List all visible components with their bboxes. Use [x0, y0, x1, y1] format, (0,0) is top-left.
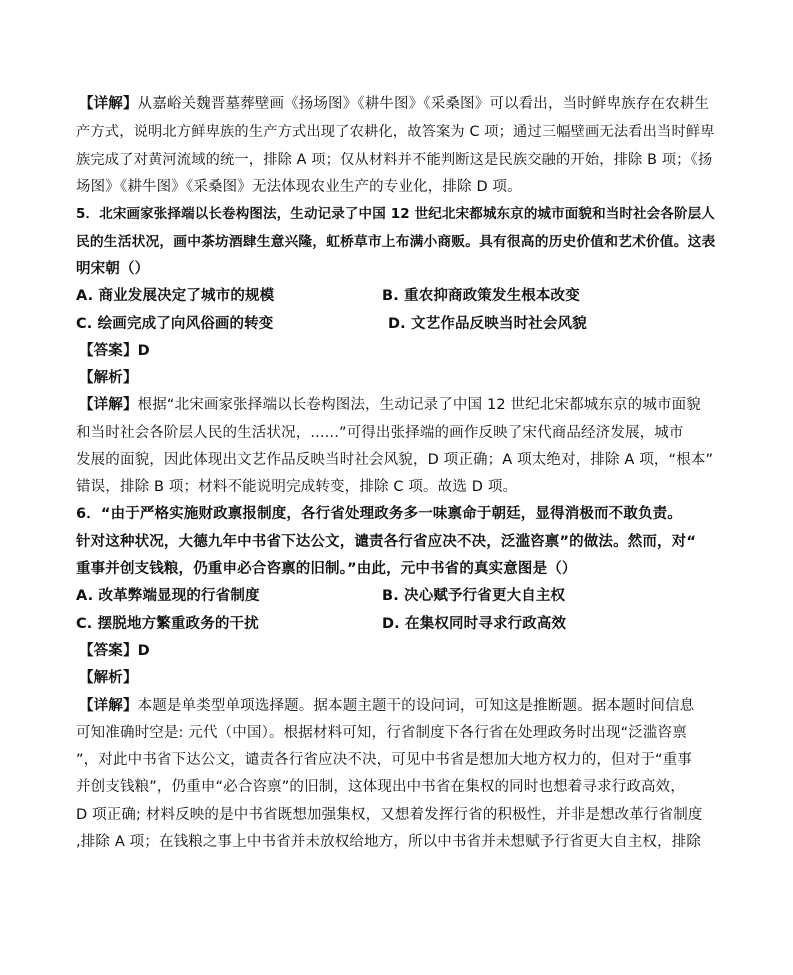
q6-detail-line-6: ,排除 A 项；在钱粮之事上中书省并未放权给地方，所以中书省并未想赋予行省更大自主权，排除 [76, 834, 701, 850]
detail-tag: 【详解】 [79, 397, 138, 413]
q6-detail-line-3: ”，对此中书省下达公文，谴责各行省应决不决，可见中书省是想加大地方权力的，但对于“重事 [76, 752, 692, 768]
q6-analysis: 【解析】 [79, 670, 138, 686]
q6-option-b: B. 决心赋予行省更大自主权 [382, 588, 566, 604]
q6-detail-line-2: 可知准确时空是: 元代（中国）。根据材料可知，行省制度下各行省在处理政务时出现“泛滥咨禀 [76, 725, 687, 741]
q5-option-c: C. 绘画完成了向风俗画的转变 [76, 316, 274, 332]
q5-option-b: B. 重农抑商政策发生根本改变 [382, 288, 580, 304]
q6-stem-line-2: 针对这种状况，大德九年中书省下达公文，谴责各行省应决不决，泛滥咨禀”的做法。然而，对“ [76, 534, 697, 550]
q6-stem-line-1: 6．“由于严格实施财政禀报制度，各行省处理政务多一味禀命于朝廷，显得消极而不敢负责。 [76, 506, 682, 522]
detail-text: 本题是单类型单项选择题。据本题主题干的设问词，可知这是推断题。据本题时间信息 [137, 698, 695, 714]
q5-detail-line-2: 和当时社会各阶层人民的生活状况，......”可得出张择端的画作反映了宋代商品经济发展，城市 [76, 425, 684, 441]
q6-answer: 【答案】D [79, 643, 150, 659]
q5-option-a: A. 商业发展决定了城市的规模 [76, 288, 275, 304]
q5-analysis: 【解析】 [79, 370, 138, 386]
q5-stem-line-3: 明宋朝（） [76, 261, 150, 277]
prev-detail-line-1 [79, 94, 709, 114]
q6-option-c: C. 摆脱地方繁重政务的干扰 [76, 616, 259, 632]
prev-detail-line-4: 场图》《耕牛图》《采桑图》无法体现农业生产的专业化，排除 D 项。 [76, 179, 522, 195]
q5-stem-line-2: 民的生活状况，画中茶坊酒肆生意兴隆，虹桥草市上布满小商贩。具有很高的历史价值和艺术价值。这表 [76, 234, 716, 250]
q6-option-a: A. 改革弊端显现的行省制度 [76, 588, 260, 604]
q6-option-d: D. 在集权同时寻求行政高效 [382, 616, 567, 632]
q5-answer: 【答案】D [79, 343, 150, 359]
detail-text: 从嘉峪关魏晋墓葬壁画《扬场图》《耕牛图》《采桑图》可以看出，当时鲜卑族存在农耕生 [137, 96, 710, 112]
q5-option-d: D. 文艺作品反映当时社会风貌 [388, 316, 587, 332]
q5-detail-line-3: 发展的面貌，因此体现出文艺作品反映当时社会风貌，D 项正确；A 项太绝对，排除 A 项，“根本” [76, 452, 714, 468]
q5-detail-line-1 [79, 395, 701, 415]
prev-detail-line-2: 产方式，说明北方鲜卑族的生产方式出现了农耕化，故答案为 C 项；通过三幅壁画无法看出当时鲜卑 [76, 124, 715, 140]
q6-detail-line-1 [79, 696, 694, 716]
detail-tag: 【详解】 [79, 96, 138, 112]
q5-detail-line-4: 错误，排除 B 项；材料不能说明完成转变，排除 C 项。故选 D 项。 [76, 479, 518, 495]
q5-stem-line-1: 5．北宋画家张择端以长卷构图法，生动记录了中国 12 世纪北宋都城东京的城市面貌和当时社会各阶层人 [76, 206, 715, 222]
q6-detail-line-5: D 项正确; 材料反映的是中书省既想加强集权，又想着发挥行省的积极性，并非是想改革行省制度 [76, 807, 703, 823]
detail-text: 根据“北宋画家张择端以长卷构图法，生动记录了中国 12 世纪北宋都城东京的城市面貌 [137, 397, 701, 413]
prev-detail-line-3: 族完成了对黄河流域的统一，排除 A 项；仅从材料并不能判断这是民族交融的开始，排除 B 项；《扬 [76, 152, 713, 168]
q6-stem-line-3: 重事并创支钱粮，仍重申必合咨禀的旧制。”由此，元中书省的真实意图是（） [76, 561, 577, 577]
detail-tag: 【详解】 [79, 698, 138, 714]
q6-detail-line-4: 并创支钱粮”，仍重申“必合咨禀”的旧制，这体现出中书省在集权的同时也想着寻求行政高效， [76, 779, 685, 795]
